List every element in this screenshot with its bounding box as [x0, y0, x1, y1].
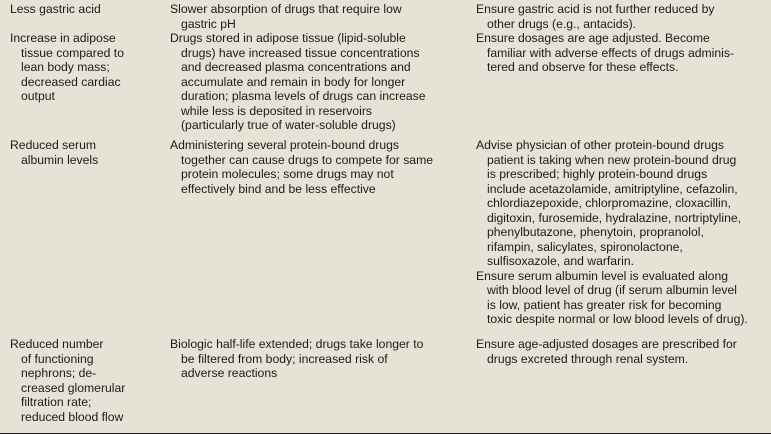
nursing-paragraph: Ensure serum albumin level is evaluated along with blood level of drug (if serum albumin level is low, patient has greater risk for becoming toxic despite normal or low blood levels of drug). — [476, 268, 748, 326]
condition-cell: Reduced serum albumin levels — [10, 138, 99, 167]
nursing-action-cell — [476, 31, 768, 75]
nursing-paragraph: Ensure age-adjusted dosages are prescribed for drugs excreted through renal system. — [476, 337, 737, 366]
nursing-action-cell — [476, 138, 768, 327]
nursing-paragraph: Ensure gastric acid is not further reduced by other drugs (e.g., antacids). — [476, 2, 715, 31]
condition-cell: Increase in adipose tissue compared to lean body mass; decreased cardiac output — [10, 31, 124, 103]
nursing-paragraph: Ensure dosages are age adjusted. Become familiar with adverse effects of drugs adminis- tered and observe for these effects. — [476, 31, 735, 74]
nursing-action-cell — [476, 2, 768, 31]
condition-cell: Reduced number of functioning nephrons; de- creased glomerular filtration rate; reduced blood flow — [10, 337, 126, 424]
nursing-paragraph: Advise physician of other protein-bound drugs patient is taking when new protein-bound drug is prescribed; highly protein-bound drugs include acetazolamide, amitriptyline, cefazolin, chlordiazepoxide, chlorpromazine, cloxacillin, digitoxin, furosemide, hydralazine, nortriptyline, phenylbutazone, phenytoin, propranolol, rifampin, salicylates, spironolactone, sulfisoxazole, and warfarin. — [476, 138, 742, 268]
drug-effect-cell: Drugs stored in adipose tissue (lipid-soluble drugs) have increased tissue concentrations and decreased plasma concentrations and accumulate and remain in body for longer duration; plasma levels of drugs can increase while less is deposited in reservoirs (particularly true of water-soluble drugs) — [170, 31, 426, 132]
condition-cell: Less gastric acid — [10, 2, 101, 16]
drug-effect-cell: Biologic half-life extended; drugs take longer to be filtered from body; increased risk of adverse reactions — [170, 337, 424, 380]
drug-effect-cell: Slower absorption of drugs that require low gastric pH — [170, 2, 402, 31]
drug-effect-cell: Administering several protein-bound drugs together can cause drugs to compete for same protein molecules; some drugs may not effectively bind and be less effective — [170, 138, 434, 196]
nursing-action-cell — [476, 337, 768, 366]
